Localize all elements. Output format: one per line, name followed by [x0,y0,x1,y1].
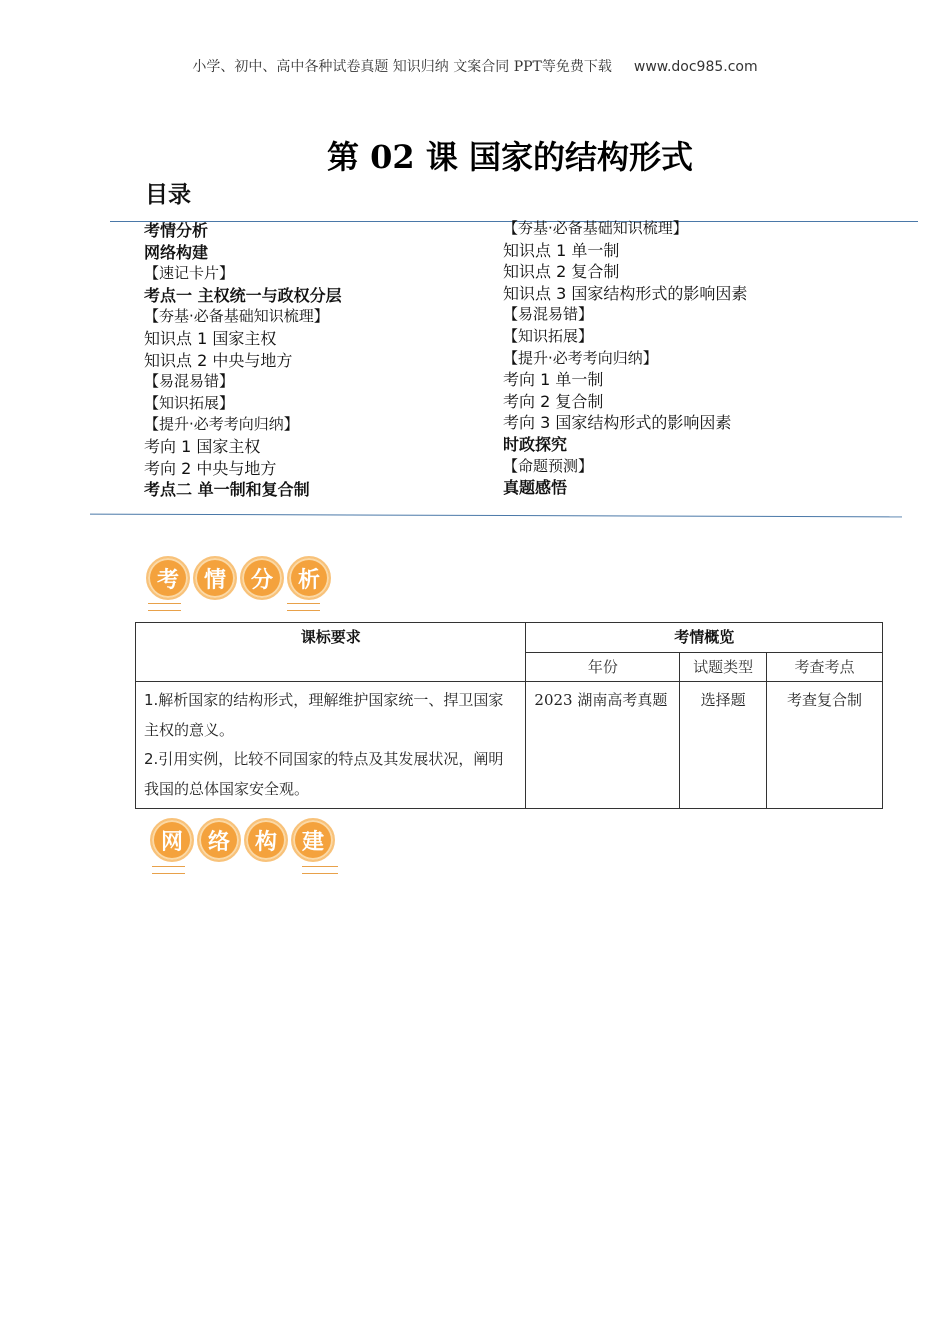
toc-item[interactable]: 考情分析 [144,221,209,240]
badge-char: 络 [197,818,241,862]
requirement-item: 2.引用实例，比较不同国家的特点及其发展状况，阐明我国的总体国家安全观。 [144,750,504,798]
header-text: 小学、初中、高中各种试卷真题 知识归纳 文案合同 PPT等免费下载 [192,59,612,75]
point-cell: 考查复合制 [767,682,883,809]
requirements-table [135,622,883,809]
toc-item[interactable]: 真题感悟 [503,478,568,498]
toc-item[interactable]: 考向 2 复合制 [503,391,604,411]
toc-item[interactable]: 【速记卡片】 [144,264,235,283]
badge-char: 考 [146,556,190,600]
badge-char: 情 [193,556,237,600]
toc-item[interactable]: 考向 3 国家结构形式的影响因素 [503,413,732,433]
toc-item[interactable]: 【夯基·必备基础知识梳理】 [503,219,688,237]
toc-item[interactable]: 知识点 1 国家主权 [144,328,277,348]
toc-item[interactable]: 【知识拓展】 [144,393,235,412]
toc-bottom-rule [90,514,902,518]
toc-item[interactable]: 考向 1 国家主权 [144,436,261,456]
toc-heading: 目录 [145,182,191,208]
badge-decoration [148,603,181,611]
badge-char: 构 [244,818,288,862]
toc-left-column [144,220,342,501]
wangluo-badge [150,818,338,862]
toc-item[interactable]: 知识点 2 中央与地方 [144,350,293,370]
toc-item[interactable]: 网络构建 [144,242,209,262]
toc-item[interactable]: 时政探究 [503,434,568,454]
toc-item[interactable]: 考点二 单一制和复合制 [144,480,310,500]
badge-decoration [302,866,338,874]
toc-item[interactable]: 考向 2 中央与地方 [144,458,277,478]
toc-item[interactable]: 【易混易错】 [144,372,235,391]
toc-item[interactable]: 知识点 1 单一制 [503,240,620,260]
page-title: 第 02 课 国家的结构形式 [327,138,693,176]
sub-header-point: 考查考点 [767,652,883,682]
col-header-requirement: 课标要求 [136,623,526,682]
badge-char: 分 [240,556,284,600]
badge-decoration [287,603,320,611]
toc-item[interactable]: 知识点 3 国家结构形式的影响因素 [503,283,748,303]
badge-decoration [152,866,185,874]
toc-item[interactable]: 【提升·必考考向归纳】 [144,415,299,434]
col-header-overview: 考情概览 [526,623,883,653]
toc-item[interactable]: 知识点 2 复合制 [503,262,620,282]
badge-char: 网 [150,818,194,862]
year-cell: 2023 湖南高考真题 [526,682,680,809]
header-site[interactable]: www.doc985.com [633,59,758,75]
toc-item[interactable]: 考点一 主权统一与政权分层 [144,285,342,305]
toc-item[interactable]: 【夯基·必备基础知识梳理】 [144,307,329,326]
requirement-item: 1.解析国家的结构形式，理解维护国家统一、捍卫国家主权的意义。 [144,691,504,739]
badge-char: 建 [291,818,335,862]
toc-item[interactable]: 【易混易错】 [503,305,594,324]
sub-header-type: 试题类型 [680,652,767,682]
requirement-cell [136,682,526,809]
toc-item[interactable]: 【知识拓展】 [503,326,594,345]
kaoqing-badge [146,556,334,600]
toc-item[interactable]: 考向 1 单一制 [503,370,604,390]
toc-item[interactable]: 【提升·必考考向归纳】 [503,348,658,367]
sub-header-year: 年份 [526,652,680,682]
toc-item[interactable]: 【命题预测】 [503,456,594,475]
badge-char: 析 [287,556,331,600]
type-cell: 选择题 [680,682,767,809]
toc-right-column [503,218,747,499]
page-header [0,56,950,76]
